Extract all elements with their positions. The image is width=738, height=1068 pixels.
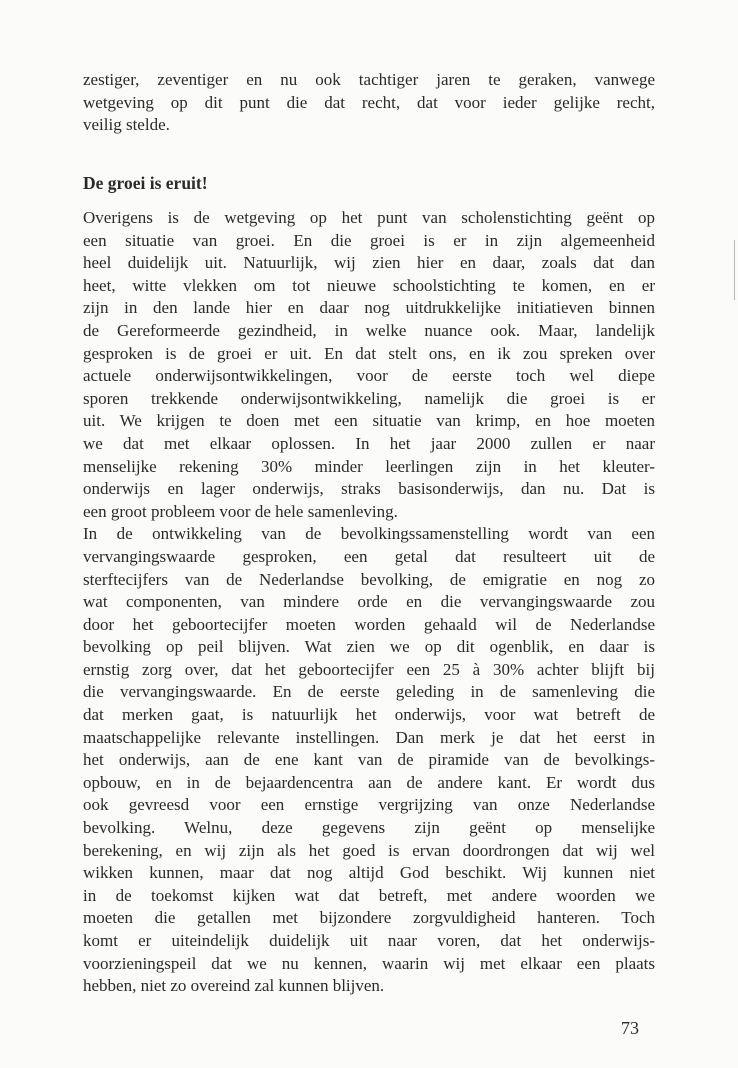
text-line: actuele onderwijsontwikkelingen, voor de eerste toch wel diepe (83, 366, 655, 386)
text-line: ernstig zorg over, dat het geboortecijfer een 25 à 30% achter blijft bij (83, 659, 655, 679)
page-number: 73 (621, 1018, 639, 1038)
text-line: onderwijs en lager onderwijs, straks basisonderwijs, dan nu. Dat is (83, 479, 655, 499)
text-line: moeten die getallen met bijzondere zorgvuldigheid hanteren. Toch (83, 908, 655, 928)
text-line: gesproken is de groei er uit. En dat stelt ons, en ik zou spreken over (83, 343, 655, 363)
text-line: het onderwijs, aan de ene kant van de piramide van de bevolkings- (83, 750, 655, 770)
text-line: sporen trekkende onderwijsontwikkeling, namelijk die groei is er (83, 388, 655, 408)
text-line: Overigens is de wetgeving op het punt van scholenstichting geënt op (83, 208, 655, 227)
text-line: door het geboortecijfer moeten worden gehaald wil de Nederlandse (83, 614, 655, 634)
text-line: berekening, en wij zijn als het goed is ervan doordrongen dat wij wel (83, 840, 655, 860)
text-line: wat componenten, van mindere orde en die vervangingswaarde zou (83, 592, 655, 612)
text-line: heet, witte vlekken om tot nieuwe schoolstichting te komen, en er (83, 275, 655, 295)
text-line: in de toekomst kijken wat dat betreft, met andere woorden we (83, 885, 655, 905)
text-line: vervangingswaarde gesproken, een getal dat resulteert uit de (83, 546, 655, 566)
text-line: bevolking op peil blijven. Wat zien we op dit ogenblik, en daar is (83, 637, 655, 657)
text-line: bevolking. Welnu, deze gegevens zijn geënt op menselijke (83, 818, 655, 838)
text-line: maatschappelijke relevante instellingen. Dan merk je dat het eerst in (83, 727, 655, 747)
text-line: sterftecijfers van de Nederlandse bevolking, de emigratie en nog zo (83, 569, 655, 589)
text-line: dat merken gaat, is natuurlijk het onderwijs, voor wat betreft de (83, 705, 655, 725)
text-line: heel duidelijk uit. Natuurlijk, wij zien hier en daar, zoals dat dan (83, 253, 655, 273)
text-line: veilig stelde. (83, 115, 170, 135)
text-line: ook gevreesd voor een ernstige vergrijzing van onze Nederlandse (83, 795, 655, 815)
text-line: uit. We krijgen te doen met een situatie van krimp, en hoe moeten (83, 411, 655, 431)
text-line: een groot probleem voor de hele samenleving. (83, 501, 398, 521)
text-line: de Gereformeerde gezindheid, in welke nuance ook. Maar, landelijk (83, 320, 655, 340)
text-line: voorzieningspeil dat we nu kennen, waarin wij met elkaar een plaats (83, 953, 655, 973)
text-line: In de ontwikkeling van de bevolkingssamenstelling wordt van een (83, 524, 655, 544)
text-line: een situatie van groei. En die groei is er in zijn algemeenheid (83, 230, 655, 250)
text-line: we dat met elkaar oplossen. In het jaar 2000 zullen er naar (83, 433, 655, 453)
text-line: die vervangingswaarde. En de eerste geleding in de samenleving die (83, 682, 655, 702)
text-line: wikken kunnen, maar dat nog altijd God beschikt. Wij kunnen niet (83, 863, 655, 883)
section-heading: De groei is eruit! (83, 173, 208, 193)
text-line: wetgeving op dit punt die dat recht, dat voor ieder gelijke recht, (83, 92, 655, 112)
text-line: hebben, niet zo overeind zal kunnen blijven. (83, 976, 385, 996)
text-line: zijn in den lande hier en daar nog uitdrukkelijke initiatieven binnen (83, 298, 655, 318)
intro-paragraph (83, 69, 655, 137)
page-edge-mark (734, 240, 735, 300)
text-line: zestiger, zeventiger en nu ook tachtiger jaren te geraken, vanwege (83, 70, 655, 89)
text-line: opbouw, en in de bejaardencentra aan de andere kant. Er wordt dus (83, 772, 655, 792)
text-line: menselijke rekening 30% minder leerlingen zijn in het kleuter- (83, 456, 655, 476)
text-line: komt er uiteindelijk duidelijk uit naar voren, dat het onderwijs- (83, 931, 655, 950)
body-paragraph (83, 207, 655, 998)
